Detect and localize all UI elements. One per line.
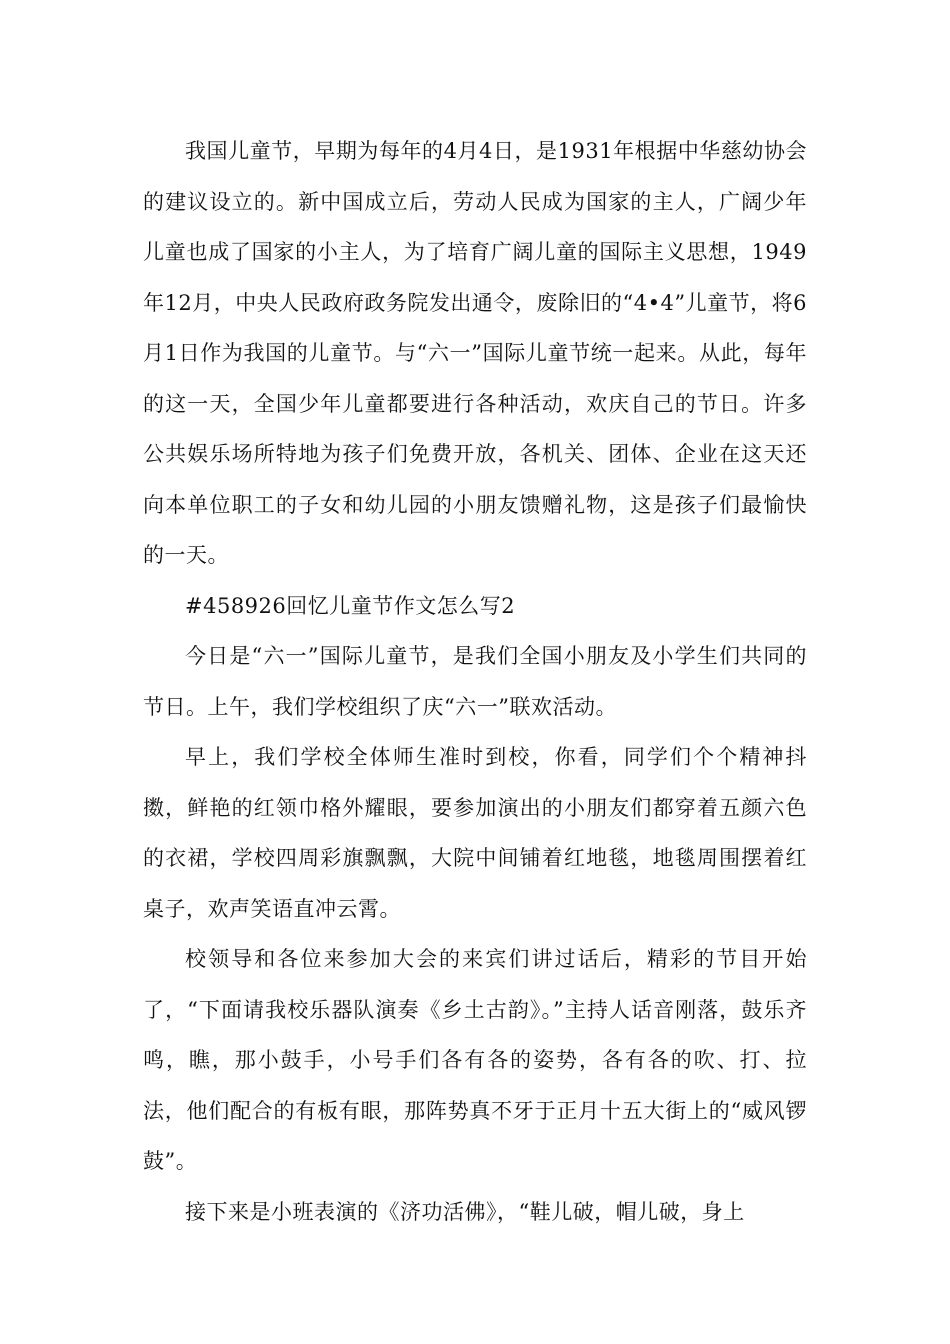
essay-heading: #458926回忆儿童节作文怎么写2 xyxy=(185,593,516,618)
paragraph-today-intro: 今日是“六一”国际儿童节，是我们全国小朋友及小学生们共同的节日。上午，我们学校组织了庆“六一”联欢活动。 xyxy=(143,644,807,719)
paragraph-next-act: 接下来是小班表演的《济功活佛》，“鞋儿破，帽儿破，身上 xyxy=(185,1199,745,1224)
document-body xyxy=(143,126,807,1237)
paragraph-morning: 早上，我们学校全体师生准时到校，你看，同学们个个精神抖擞，鲜艳的红领巾格外耀眼，要参加演出的小朋友们都穿着五颜六色的衣裙，学校四周彩旗飘飘，大院中间铺着红地毯，地毯周围摆着红桌子，欢声笑语直冲云霄。 xyxy=(143,745,807,921)
paragraph-performance: 校领导和各位来参加大会的来宾们讲过话后，精彩的节目开始了，“下面请我校乐器队演奏《乡土古韵》。”主持人话音刚落，鼓乐齐鸣，瞧，那小鼓手，小号手们各有各的姿势，各有各的吹、打、拉法，他们配合的有板有眼，那阵势真不牙于正月十五大街上的“威风锣鼓”。 xyxy=(143,947,807,1173)
paragraph-childrens-day-history: 我国儿童节，早期为每年的4月4日，是1931年根据中华慈幼协会的建议设立的。新中国成立后，劳动人民成为国家的主人，广阔少年儿童也成了国家的小主人，为了培育广阔儿童的国际主义思想，1949年12月，中央人民政府政务院发出通令，废除旧的“4•4”儿童节，将6月1日作为我国的儿童节。与“六一”国际儿童节统一起来。从此，每年的这一天，全国少年儿童都要进行各种活动，欢庆自己的节日。许多公共娱乐场所特地为孩子们免费开放，各机关、团体、企业在这天还向本单位职工的子女和幼儿园的小朋友馈赠礼物，这是孩子们最愉快的一天。 xyxy=(143,139,807,567)
